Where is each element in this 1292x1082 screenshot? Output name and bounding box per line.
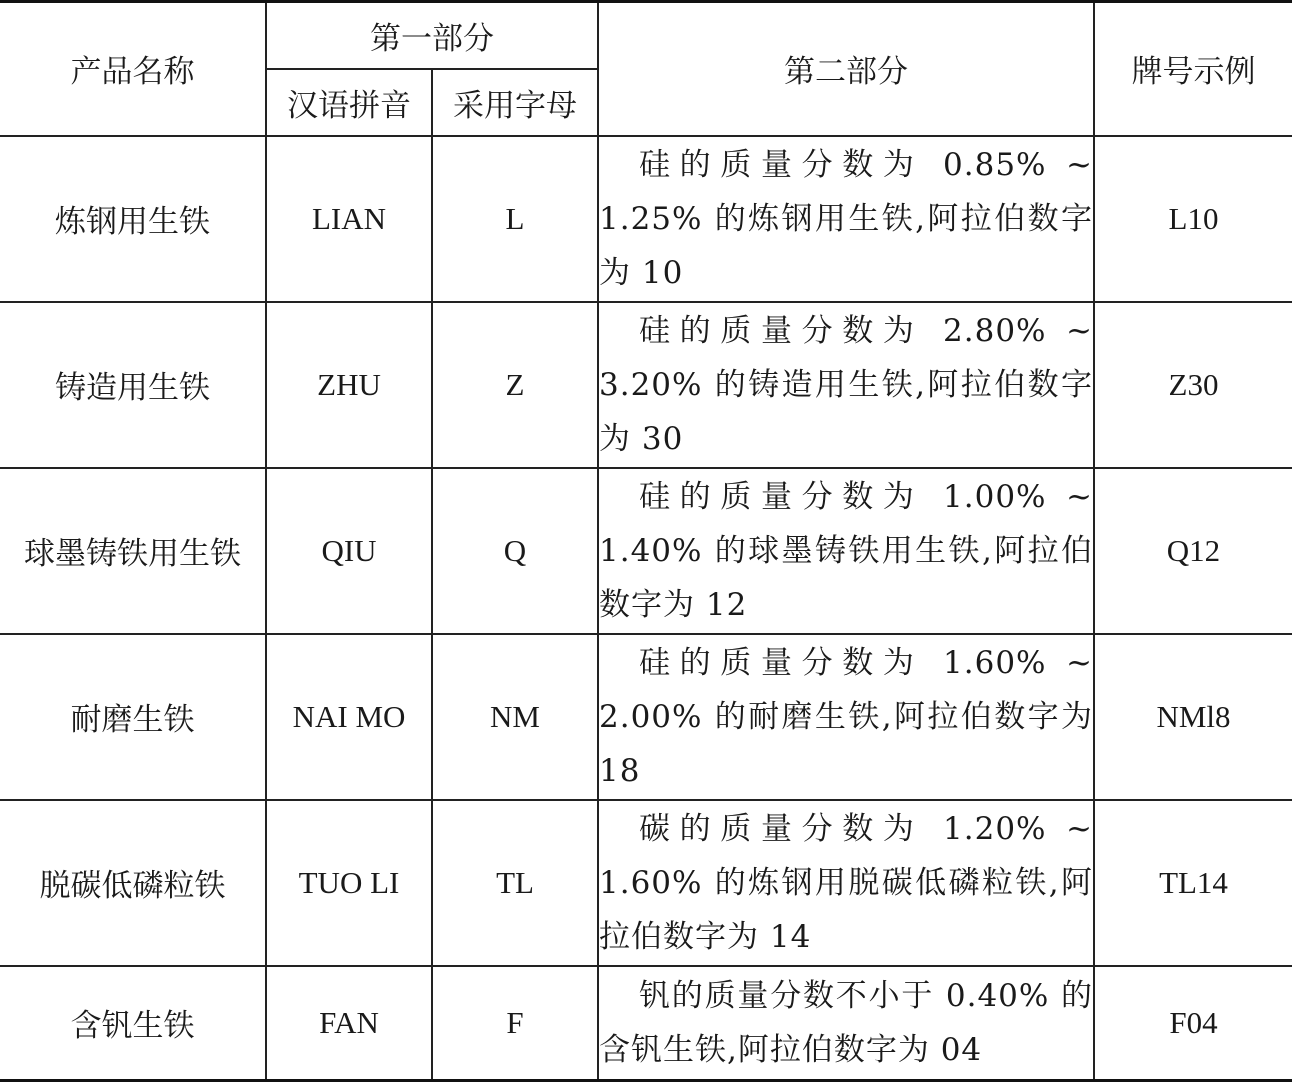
cell-product-name: 球墨铸铁用生铁 [0,468,266,634]
cell-product-name: 铸造用生铁 [0,302,266,468]
description-text: 碳的质量分数为 1.20% ~ 1.60% 的炼钢用脱碳低磷粒铁,阿拉伯数字为 14 [599,810,1093,955]
table-row [0,966,1292,1081]
table-row [0,800,1292,966]
cell-letter: Z [432,302,598,468]
cell-pinyin: LIAN [266,136,432,302]
cell-description [598,966,1094,1081]
cell-pinyin: FAN [266,966,432,1081]
header-pinyin: 汉语拼音 [266,69,432,136]
cell-grade-example: Z30 [1094,302,1292,468]
header-product-name: 产品名称 [0,2,266,136]
cell-grade-example: Q12 [1094,468,1292,634]
cell-letter: Q [432,468,598,634]
cell-description [598,634,1094,800]
cell-pinyin: QIU [266,468,432,634]
cell-product-name: 耐磨生铁 [0,634,266,800]
cell-product-name: 炼钢用生铁 [0,136,266,302]
description-text: 硅的质量分数为 1.00% ~ 1.40% 的球墨铸铁用生铁,阿拉伯数字为 12 [599,478,1093,623]
cell-description [598,302,1094,468]
cell-pinyin: TUO LI [266,800,432,966]
header-part-one: 第一部分 [266,2,598,69]
cell-product-name: 脱碳低磷粒铁 [0,800,266,966]
table-row [0,634,1292,800]
cell-product-name: 含钒生铁 [0,966,266,1081]
table-row [0,136,1292,302]
cell-grade-example: NMl8 [1094,634,1292,800]
description-text: 硅的质量分数为 0.85% ~ 1.25% 的炼钢用生铁,阿拉伯数字为 10 [599,146,1093,291]
cell-pinyin: NAI MO [266,634,432,800]
cell-grade-example: TL14 [1094,800,1292,966]
header-part-two: 第二部分 [598,2,1094,136]
cell-letter: F [432,966,598,1081]
cell-letter: TL [432,800,598,966]
cell-pinyin: ZHU [266,302,432,468]
cell-letter: L [432,136,598,302]
description-text: 钒的质量分数不小于 0.40% 的含钒生铁,阿拉伯数字为 04 [599,977,1093,1068]
header-letter: 采用字母 [432,69,598,136]
cell-letter: NM [432,634,598,800]
header-grade-example: 牌号示例 [1094,2,1292,136]
cell-description [598,468,1094,634]
description-text: 硅的质量分数为 2.80% ~ 3.20% 的铸造用生铁,阿拉伯数字为 30 [599,312,1093,457]
description-text: 硅的质量分数为 1.60% ~ 2.00% 的耐磨生铁,阿拉伯数字为 18 [599,644,1093,789]
table-row [0,468,1292,634]
cell-description [598,136,1094,302]
cell-grade-example: L10 [1094,136,1292,302]
table-row [0,302,1292,468]
header-row-1 [0,2,1292,69]
cell-description [598,800,1094,966]
cell-grade-example: F04 [1094,966,1292,1081]
